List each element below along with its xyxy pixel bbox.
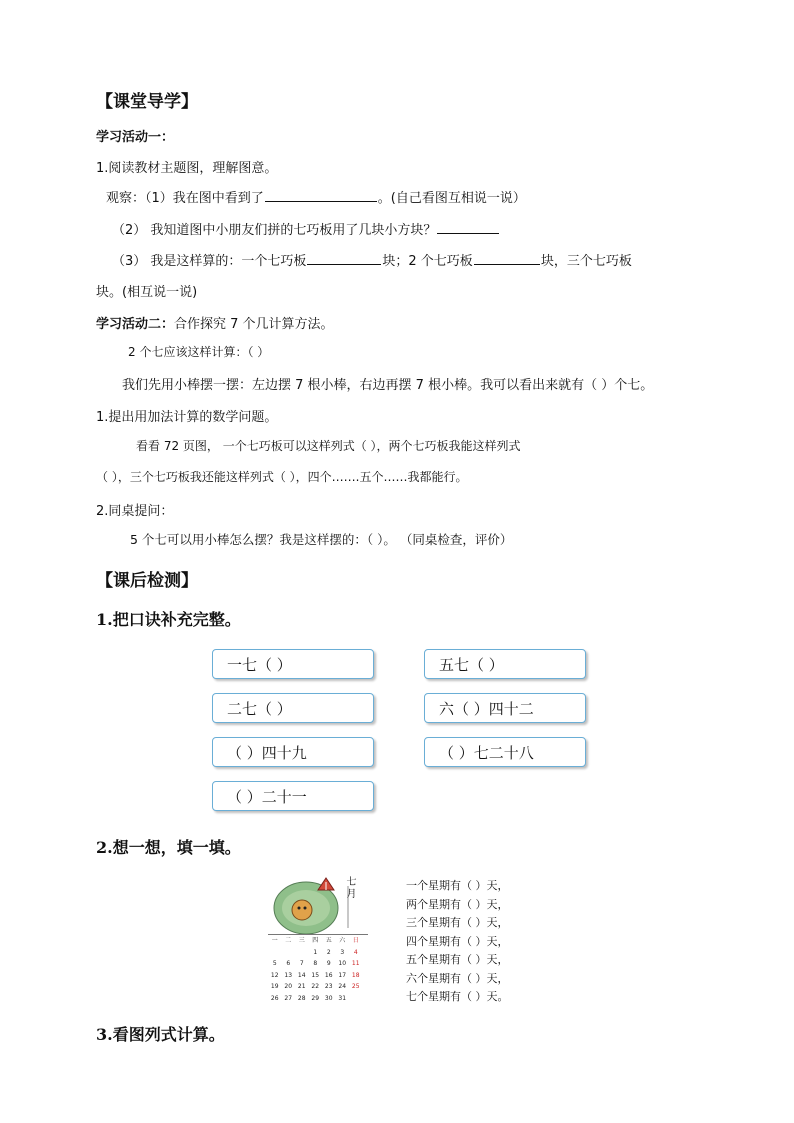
- calendar-cell: 四: [312, 937, 319, 944]
- question-2-line: [112, 219, 500, 238]
- stick-line: 我们先用小棒摆一摆：左边摆 7 根小棒，右边再摆 7 根小棒。我可以看出来就有（ ）个七。: [122, 378, 654, 393]
- activity2-title: 学习活动二：: [96, 317, 175, 332]
- rhyme-box[interactable]: 五七（ ）: [424, 649, 586, 679]
- calendar-cell: 19: [270, 983, 279, 990]
- answer-blank[interactable]: [437, 232, 499, 234]
- item-1-read: 1.阅读教材主题图，理解图意。: [96, 161, 278, 176]
- calendar-cell: 18: [351, 971, 360, 979]
- calendar-cell: 8: [313, 960, 318, 967]
- calendar-cell: 2: [326, 948, 331, 956]
- calendar-cell: 29: [311, 994, 320, 1002]
- calendar-grid: [268, 934, 368, 1004]
- calendar-cell: 10: [338, 960, 347, 967]
- calendar-header-row: [268, 934, 368, 947]
- calendar-cell: 6: [286, 960, 291, 967]
- calendar-cell: 二: [285, 937, 292, 944]
- calendar-cell: 30: [324, 994, 333, 1002]
- calendar-cell: 22: [311, 983, 320, 990]
- calendar-cell: 27: [284, 994, 293, 1002]
- calendar-cell: 五: [325, 937, 332, 944]
- calendar-cell: 三: [298, 937, 305, 944]
- calendar-cell: 21: [297, 983, 306, 990]
- activity2-text: 合作探究 7 个几计算方法。: [174, 317, 334, 332]
- rhyme-box[interactable]: 一七（ ）: [212, 649, 374, 679]
- calendar-cell: 24: [338, 983, 347, 990]
- calendar-cell: 15: [311, 971, 320, 979]
- calendar-week-row: [268, 958, 368, 970]
- calendar-cell: 28: [297, 994, 306, 1002]
- answer-blank[interactable]: [265, 200, 377, 202]
- rhyme-box[interactable]: 二七（ ）: [212, 693, 374, 723]
- calendar-week-row: [268, 981, 368, 993]
- item-1-propose: 1.提出用加法计算的数学问题。: [96, 410, 278, 425]
- rhyme-box[interactable]: （ ）二十一: [212, 781, 374, 811]
- calendar-cell: 一: [271, 937, 278, 944]
- question-3-text-c: 块，三个七巧板: [540, 254, 632, 269]
- question-2-title: 2.想一想，填一填。: [96, 838, 241, 857]
- rhyme-box[interactable]: （ ）四十九: [212, 737, 374, 767]
- question-2-text: （2） 我知道图中小朋友们拼的七巧板用了几块小方块？: [112, 223, 437, 238]
- calendar-cell: 4: [353, 948, 358, 956]
- calendar-cell: 31: [338, 994, 347, 1002]
- calendar-week-row: [268, 970, 368, 982]
- calendar-cell: 14: [297, 971, 306, 979]
- observe-text-b: 。(自己看图互相说一说）: [377, 191, 526, 206]
- activity1-title: 学习活动一：: [96, 130, 175, 145]
- question-3-line: [112, 250, 632, 269]
- calc-line: 2 个七应该这样计算：（ ）: [128, 345, 270, 359]
- question-3-title: 3.看图列式计算。: [96, 1025, 225, 1044]
- calendar-cell: 11: [351, 960, 360, 967]
- five-seven-line: 5 个七可以用小棒怎么摆？我是这样摆的：（ ）。 （同桌检查，评价）: [130, 532, 513, 547]
- week-item: 六个星期有（ ）天，: [406, 971, 509, 985]
- calendar-week-row: [268, 947, 368, 959]
- calendar-cell: 9: [326, 960, 331, 967]
- page72-line: 看看 72 页图， 一个七巧板可以这样列式（ ），两个七巧板我能这样列式: [136, 439, 521, 453]
- calendar-cell: 16: [324, 971, 333, 979]
- section-title-guide: 【课堂导学】: [96, 92, 198, 112]
- question-3-text-b: 块；2 个七巧板: [382, 254, 473, 269]
- question-3-text-a: （3） 我是这样算的：一个七巧板: [112, 254, 307, 269]
- section-title-check: 【课后检测】: [96, 571, 198, 591]
- answer-blank[interactable]: [474, 263, 540, 265]
- answer-blank[interactable]: [307, 263, 381, 265]
- item-2-ask: 2.同桌提问：: [96, 504, 174, 519]
- question-3-line-2: 块。(相互说一说): [96, 285, 198, 300]
- calendar-picture: [268, 872, 374, 936]
- calendar-week-row: [268, 993, 368, 1005]
- calendar-cell: 5: [272, 960, 277, 967]
- calendar-cell: 13: [284, 971, 293, 979]
- calendar-cell: 1: [313, 948, 318, 956]
- week-item: 三个星期有（ ）天，: [406, 916, 509, 929]
- observe-line: [106, 187, 526, 206]
- page72-line-2: （ ），三个七巧板我还能这样列式（ ），四个…….五个……我都能行。: [96, 470, 468, 484]
- calendar-cell: 六: [339, 937, 346, 944]
- week-item: 一个星期有（ ）天，: [406, 879, 509, 892]
- rhyme-box[interactable]: 六（ ）四十二: [424, 693, 586, 723]
- question-1-title: 1.把口诀补充完整。: [96, 610, 241, 629]
- activity2-line: [96, 313, 334, 332]
- week-item: 五个星期有（ ）天，: [406, 953, 509, 966]
- calendar-cell: 12: [270, 971, 279, 979]
- calendar-cell: 7: [299, 960, 304, 967]
- calendar-cell: 17: [338, 971, 347, 979]
- calendar-illustration: [268, 872, 374, 1007]
- rhyme-box[interactable]: （ ）七二十八: [424, 737, 586, 767]
- week-list: [406, 877, 509, 1007]
- calendar-cell: 26: [270, 994, 279, 1002]
- week-item: 两个星期有（ ）天，: [406, 897, 509, 911]
- calendar-cell: 23: [324, 983, 333, 990]
- week-item: 七个星期有（ ）天。: [406, 990, 509, 1003]
- calendar-cell: 20: [284, 983, 293, 990]
- calendar-cell: 3: [340, 948, 345, 956]
- observe-text-a: 观察：（1）我在图中看到了: [106, 191, 264, 206]
- calendar-cell: 日: [352, 937, 359, 944]
- calendar-month: 七月: [344, 876, 355, 900]
- week-item: 四个星期有（ ）天，: [406, 934, 509, 948]
- calendar-cell: 25: [351, 983, 360, 990]
